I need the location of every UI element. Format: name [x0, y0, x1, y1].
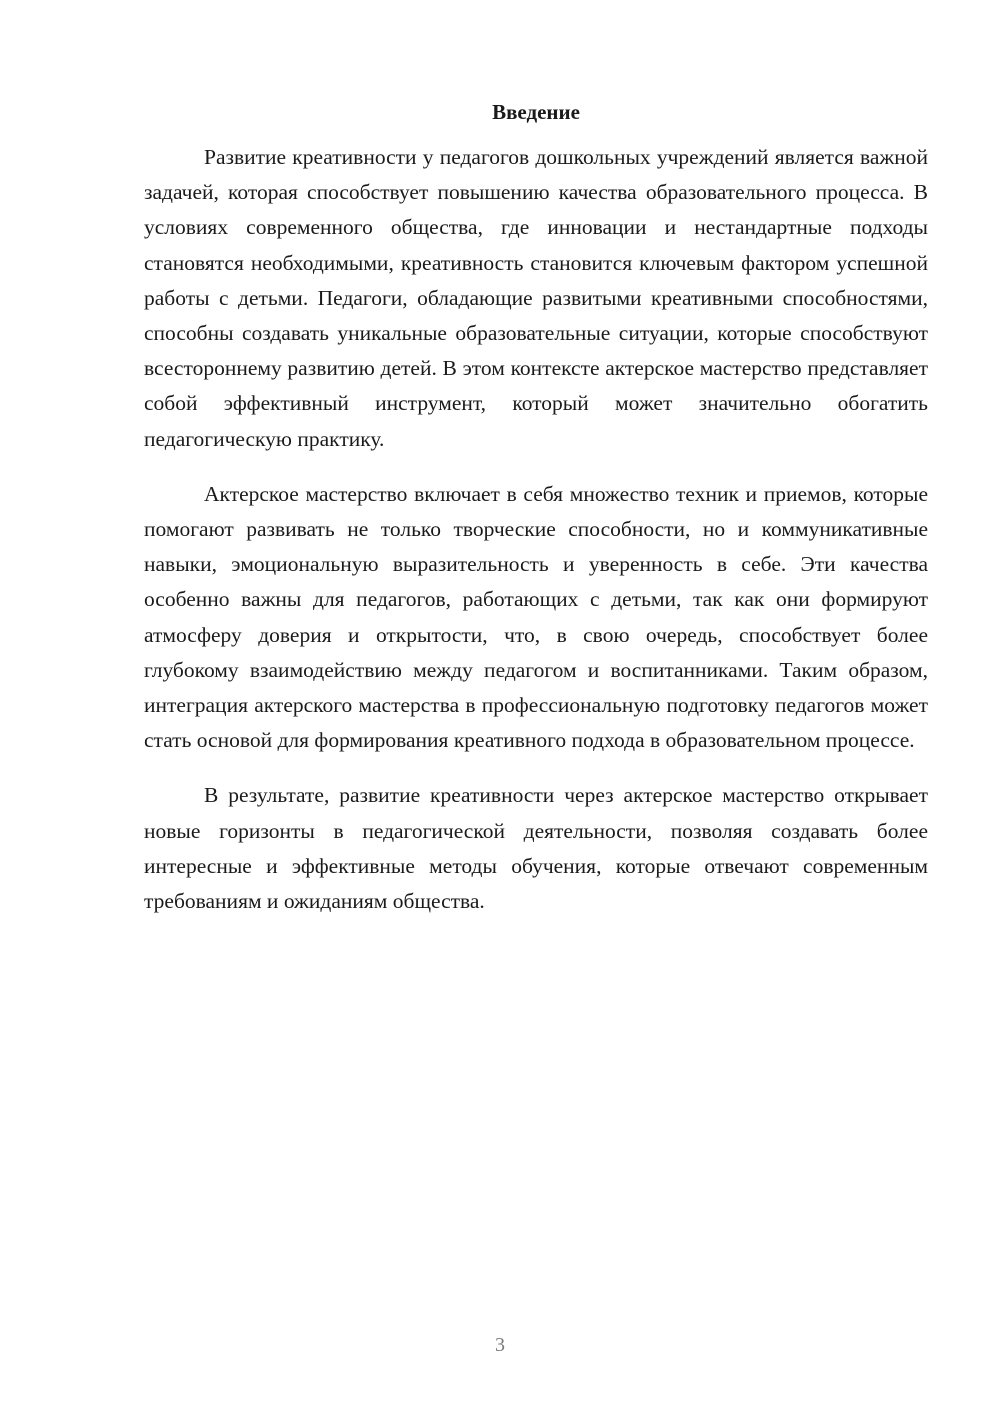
section-title: Введение [492, 100, 580, 124]
paragraph-1: Развитие креативности у педагогов дошкольных учреждений является важной задачей, которая способствует повышению качества образовательного процесса. В условиях современного общества, где инновации и нестандартные подходы становятся необходимыми, креативность становится ключевым фактором успешной работы с детьми. Педагоги, обладающие развитыми креативными способностями, способны создавать уникальные образовательные ситуации, которые способствуют всестороннему развитию детей. В этом контексте актерское мастерство представляет собой эффективный инструмент, который может значительно обогатить педагогическую практику. [144, 145, 928, 451]
document-body [144, 96, 928, 939]
paragraph-2: Актерское мастерство включает в себя множество техник и приемов, которые помогают развивать не только творческие способности, но и коммуникативные навыки, эмоциональную выразительность и уверенность в себе. Эти качества особенно важны для педагогов, работающих с детьми, так как они формируют атмосферу доверия и открытости, что, в свою очередь, способствует более глубокому взаимодействию между педагогом и воспитанниками. Таким образом, интеграция актерского мастерства в профессиональную подготовку педагогов может стать основой для формирования креативного подхода в образовательном процессе. [144, 481, 928, 753]
page-number: 3 [495, 1334, 505, 1356]
paragraph-3: В результате, развитие креативности через актерское мастерство открывает новые горизонты в педагогической деятельности, позволяя создавать более интересные и эффективные методы обучения, которые отвечают современным требованиям и ожиданиям общества. [144, 783, 928, 914]
